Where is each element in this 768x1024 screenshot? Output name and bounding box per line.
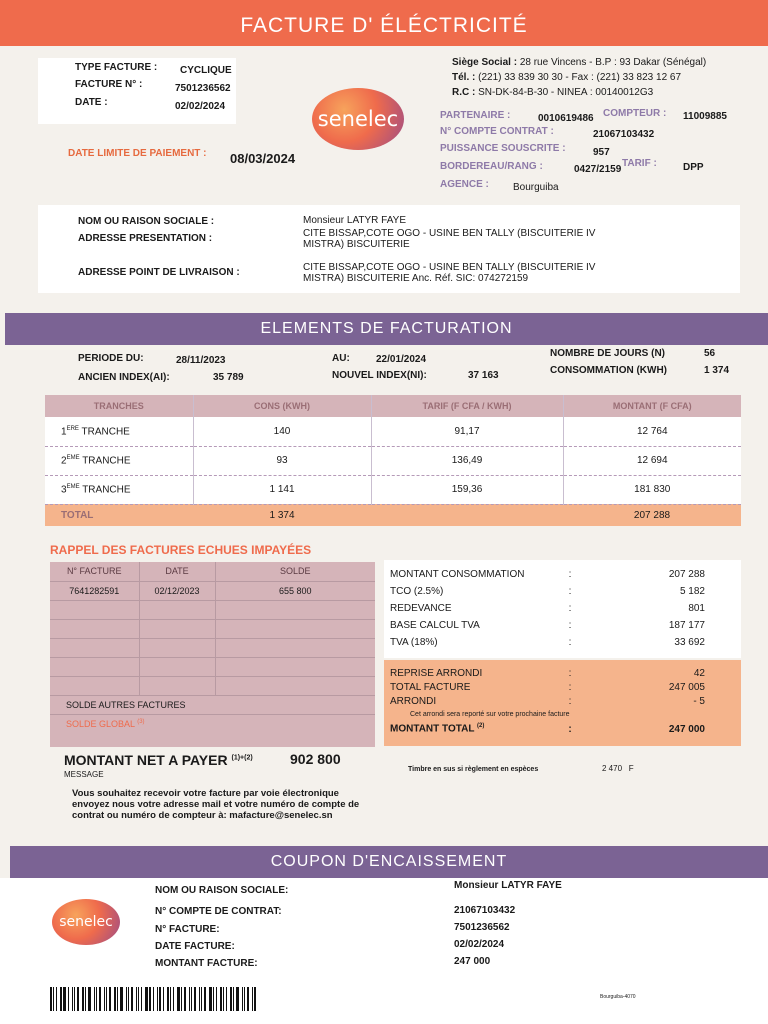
barcode-bar	[181, 987, 182, 1011]
au-value: 22/01/2024	[376, 354, 427, 365]
table-row	[50, 657, 375, 676]
tranches-total-row	[45, 504, 741, 526]
tranche-tarif: 159,36	[371, 475, 563, 504]
rappel-header-row	[50, 562, 375, 581]
tarif-value: DPP	[683, 162, 704, 173]
barcode-bar	[109, 987, 111, 1011]
electronic-message: Vous souhaitez recevoir votre facture par voie électronique envoyez nous votre adresse mail et votre numéro de compte de contrat ou numéro de compteur à: mafacture@senelec.sn	[72, 788, 360, 821]
facture-num-label: FACTURE N° :	[75, 79, 143, 90]
rappel-date: 02/12/2023	[139, 581, 215, 600]
solde-autres-label: SOLDE AUTRES FACTURES	[50, 695, 375, 714]
barcode-bar	[170, 987, 171, 1011]
barcode-bar	[138, 987, 139, 1011]
barcode-bar	[56, 987, 57, 1011]
arrondi-note: Cet arrondi sera reporté sur votre prochaine facture	[410, 711, 570, 718]
total-cons: 1 374	[193, 504, 371, 526]
invoice-meta-box	[38, 58, 236, 124]
summary-row: BASE CALCUL TVA : 187 177	[390, 620, 705, 631]
reprise-row: REPRISE ARRONDI : 42	[390, 667, 705, 679]
au-label: AU:	[332, 353, 350, 364]
siege-value: 28 rue Vincens - B.P : 93 Dakar (Sénégal)	[519, 57, 707, 68]
summary-row: TCO (2.5%) : 5 182	[390, 586, 705, 597]
type-facture-label: TYPE FACTURE :	[75, 62, 158, 73]
rc-label: R.C :	[452, 87, 476, 98]
rappel-title: RAPPEL DES FACTURES ECHUES IMPAYÉES	[50, 543, 312, 557]
invoice-title-banner: FACTURE D' ÉLÉCTRICITÉ	[0, 0, 768, 46]
header-tranches: TRANCHES	[45, 395, 193, 417]
ancien-index-label: ANCIEN INDEX(AI):	[78, 372, 170, 383]
barcode-bar	[149, 987, 151, 1011]
senelec-logo-small: senelec	[52, 899, 120, 945]
barcode-bar	[131, 987, 133, 1011]
barcode-bar	[220, 987, 222, 1011]
adresse-presentation-label: ADRESSE PRESENTATION :	[78, 233, 213, 244]
barcode-bar	[68, 987, 69, 1011]
tranche-montant: 12 764	[563, 417, 741, 446]
barcode-bar	[106, 987, 107, 1011]
montant-total-row: MONTANT TOTAL $^{(2)}$ : 247 000	[390, 723, 705, 735]
barcode-bar	[72, 987, 73, 1011]
table-row	[50, 581, 375, 600]
barcode-bar	[141, 987, 142, 1011]
header-montant: MONTANT (F CFA)	[563, 395, 741, 417]
tranche-montant: 12 694	[563, 446, 741, 475]
jours-label: NOMBRE DE JOURS (N)	[550, 348, 666, 359]
barcode-bar	[157, 987, 158, 1011]
rappel-header-date: DATE	[139, 562, 215, 581]
barcode-bar	[96, 987, 97, 1011]
tranche-cons: 1 141	[193, 475, 371, 504]
barcode-bar	[117, 987, 118, 1011]
barcode-bar	[74, 987, 75, 1011]
table-row	[45, 417, 741, 446]
barcode-bar	[136, 987, 137, 1011]
arrondi-row: ARRONDI : - 5	[390, 695, 705, 707]
barcode-bar	[252, 987, 253, 1011]
adresse-livraison-value: CITE BISSAP,COTE OGO - USINE BEN TALLY (BISCUITERIE IV MISTRA) BISCUITERIE Anc. Réf. SIC: 074272159	[303, 262, 596, 284]
barcode-bar	[159, 987, 161, 1011]
senelec-logo: senelec	[312, 88, 404, 150]
billing-banner: ELEMENTS DE FACTURATION	[5, 313, 768, 345]
solde-autres-row	[50, 695, 375, 714]
barcode-bar	[94, 987, 95, 1011]
barcode-bar	[114, 987, 116, 1011]
barcode-bar	[153, 987, 154, 1011]
partenaire-label: PARTENAIRE :	[440, 110, 511, 121]
deadline-value: 08/03/2024	[230, 151, 296, 166]
coupon-montant-value: 247 000	[454, 956, 491, 967]
puissance-label: PUISSANCE SOUSCRITE :	[440, 143, 566, 154]
message-label: MESSAGE	[64, 770, 104, 779]
barcode-bar	[77, 987, 79, 1011]
bordereau-value: 0427/2159	[574, 164, 622, 175]
tranche-name: 3EME TRANCHE	[45, 475, 193, 504]
total-facture-row: TOTAL FACTURE : 247 005	[390, 681, 705, 693]
total-montant: 207 288	[563, 504, 741, 526]
coupon-facture-label: N° FACTURE:	[155, 924, 220, 935]
rappel-facture: 7641282591	[50, 581, 139, 600]
header-cons: CONS (KWH)	[193, 395, 371, 417]
tranche-cons: 140	[193, 417, 371, 446]
tranche-tarif: 136,49	[371, 446, 563, 475]
compte-contrat-label: N° COMPTE CONTRAT :	[440, 126, 554, 137]
tel-value: (221) 33 839 30 30 - Fax : (221) 33 823 12 67	[478, 72, 682, 83]
nouvel-index-label: NOUVEL INDEX(NI):	[332, 370, 427, 381]
tarif-label: TARIF :	[622, 158, 657, 169]
compteur-value: 11009885	[683, 111, 727, 122]
total-label: TOTAL	[45, 504, 193, 526]
company-info	[452, 55, 706, 100]
deadline-label: DATE LIMITE DE PAIEMENT :	[68, 148, 207, 159]
nom-label: NOM OU RAISON SOCIALE :	[78, 216, 215, 227]
barcode-bar	[236, 987, 239, 1011]
barcode-bar	[247, 987, 249, 1011]
rappel-header-solde: SOLDE	[215, 562, 375, 581]
barcode-bar	[254, 987, 256, 1011]
table-row	[50, 676, 375, 695]
conso-value: 1 374	[704, 365, 730, 376]
nouvel-index-value: 37 163	[468, 370, 499, 381]
timbre-value: 2 470 F	[602, 764, 634, 773]
barcode-bar	[163, 987, 164, 1011]
net-label: MONTANT NET A PAYER $^{(1)+(2)}$	[64, 752, 253, 768]
solde-global-row	[50, 714, 375, 733]
summary-row: MONTANT CONSOMMATION : 207 288	[390, 569, 705, 580]
summary-row: REDEVANCE : 801	[390, 603, 705, 614]
periode-label: PERIODE DU:	[78, 353, 144, 364]
barcode-bar	[194, 987, 196, 1011]
coupon-contrat-value: 21067103432	[454, 905, 516, 916]
coupon-banner: COUPON D'ENCAISSEMENT	[10, 846, 768, 878]
bordereau-label: BORDEREAU/RANG :	[440, 161, 543, 172]
barcode-bar	[242, 987, 243, 1011]
barcode-bar	[60, 987, 62, 1011]
coupon-nom-label: NOM OU RAISON SOCIALE:	[155, 885, 289, 896]
coupon-nom-value: Monsieur LATYR FAYE	[454, 880, 562, 891]
agence-label: AGENCE :	[440, 179, 489, 190]
totals-box	[384, 660, 741, 746]
conso-label: CONSOMMATION (KWH)	[550, 365, 668, 376]
rappel-solde: 655 800	[215, 581, 375, 600]
tranches-header-row	[45, 395, 741, 417]
nom-value: Monsieur LATYR FAYE	[303, 215, 406, 226]
tranches-table	[45, 395, 741, 526]
compteur-label: COMPTEUR :	[603, 108, 667, 119]
periode-value: 28/11/2023	[176, 355, 226, 366]
ancien-index-value: 35 789	[213, 372, 244, 383]
barcode-bar	[216, 987, 217, 1011]
adresse-presentation-value: CITE BISSAP,COTE OGO - USINE BEN TALLY (BISCUITERIE IV MISTRA) BISCUITERIE	[303, 228, 596, 250]
date-label: DATE :	[75, 97, 108, 108]
timbre-label: Timbre en sus si règlement en espèces	[408, 766, 539, 773]
rappel-header-facture: N° FACTURE	[50, 562, 139, 581]
barcode-bar	[99, 987, 101, 1011]
header-tarif: TARIF (F CFA / KWH)	[371, 395, 563, 417]
barcode-bar	[50, 987, 52, 1011]
partenaire-value: 0010619486	[538, 113, 594, 124]
tranche-name: 1ERE TRANCHE	[45, 417, 193, 446]
barcode-image	[50, 987, 262, 1011]
barcode-bar	[189, 987, 190, 1011]
tranche-montant: 181 830	[563, 475, 741, 504]
barcode-bar	[88, 987, 91, 1011]
tranche-name: 2EME TRANCHE	[45, 446, 193, 475]
compte-contrat-value: 21067103432	[593, 129, 655, 140]
rc-value: SN-DK-84-B-30 - NINEA : 00140012G3	[478, 87, 654, 98]
footer-code: Bourguiba-4070	[600, 994, 636, 1000]
summary-row: TVA (18%) : 33 692	[390, 637, 705, 648]
net-value: 902 800	[290, 751, 341, 767]
coupon-date-value: 02/02/2024	[454, 939, 505, 950]
barcode-bar	[128, 987, 129, 1011]
solde-global-label: SOLDE GLOBAL $^{(3)}$	[66, 718, 145, 729]
barcode-bar	[201, 987, 202, 1011]
barcode-bar	[145, 987, 148, 1011]
coupon-contrat-label: N° COMPTE DE CONTRAT:	[155, 906, 282, 917]
tranche-cons: 93	[193, 446, 371, 475]
coupon-montant-label: MONTANT FACTURE:	[155, 958, 258, 969]
barcode-bar	[233, 987, 234, 1011]
table-row	[50, 600, 375, 619]
agence-value: Bourguiba	[513, 182, 559, 193]
barcode-bar	[104, 987, 105, 1011]
tranche-tarif: 91,17	[371, 417, 563, 446]
summary-box	[384, 560, 741, 658]
puissance-value: 957	[593, 147, 610, 158]
adresse-livraison-label: ADRESSE POINT DE LIVRAISON :	[78, 267, 240, 278]
coupon-date-label: DATE FACTURE:	[155, 941, 235, 952]
barcode-bar	[173, 987, 174, 1011]
table-row	[50, 619, 375, 638]
date-value: 02/02/2024	[175, 101, 226, 112]
barcode-bar	[213, 987, 214, 1011]
barcode-bar	[82, 987, 84, 1011]
barcode-bar	[177, 987, 180, 1011]
barcode-bar	[226, 987, 227, 1011]
type-facture-value: CYCLIQUE	[180, 65, 232, 76]
barcode-bar	[204, 987, 206, 1011]
barcode-bar	[53, 987, 54, 1011]
siege-label: Siège Social :	[452, 57, 518, 68]
barcode-bar	[244, 987, 245, 1011]
table-row	[45, 475, 741, 504]
barcode-bar	[191, 987, 192, 1011]
total-spacer	[371, 504, 563, 526]
jours-value: 56	[704, 348, 716, 359]
barcode-bar	[199, 987, 200, 1011]
barcode-bar	[63, 987, 66, 1011]
barcode-bar	[85, 987, 86, 1011]
rappel-table	[50, 562, 375, 747]
barcode-bar	[230, 987, 232, 1011]
table-row	[45, 446, 741, 475]
facture-num-value: 7501236562	[175, 83, 231, 94]
barcode-bar	[184, 987, 186, 1011]
barcode-bar	[126, 987, 127, 1011]
barcode-bar	[209, 987, 212, 1011]
coupon-facture-value: 7501236562	[454, 922, 510, 933]
tel-label: Tél. :	[452, 72, 476, 83]
barcode-bar	[223, 987, 224, 1011]
barcode-bar	[167, 987, 169, 1011]
barcode-bar	[120, 987, 123, 1011]
client-box	[38, 205, 740, 293]
table-row	[50, 638, 375, 657]
